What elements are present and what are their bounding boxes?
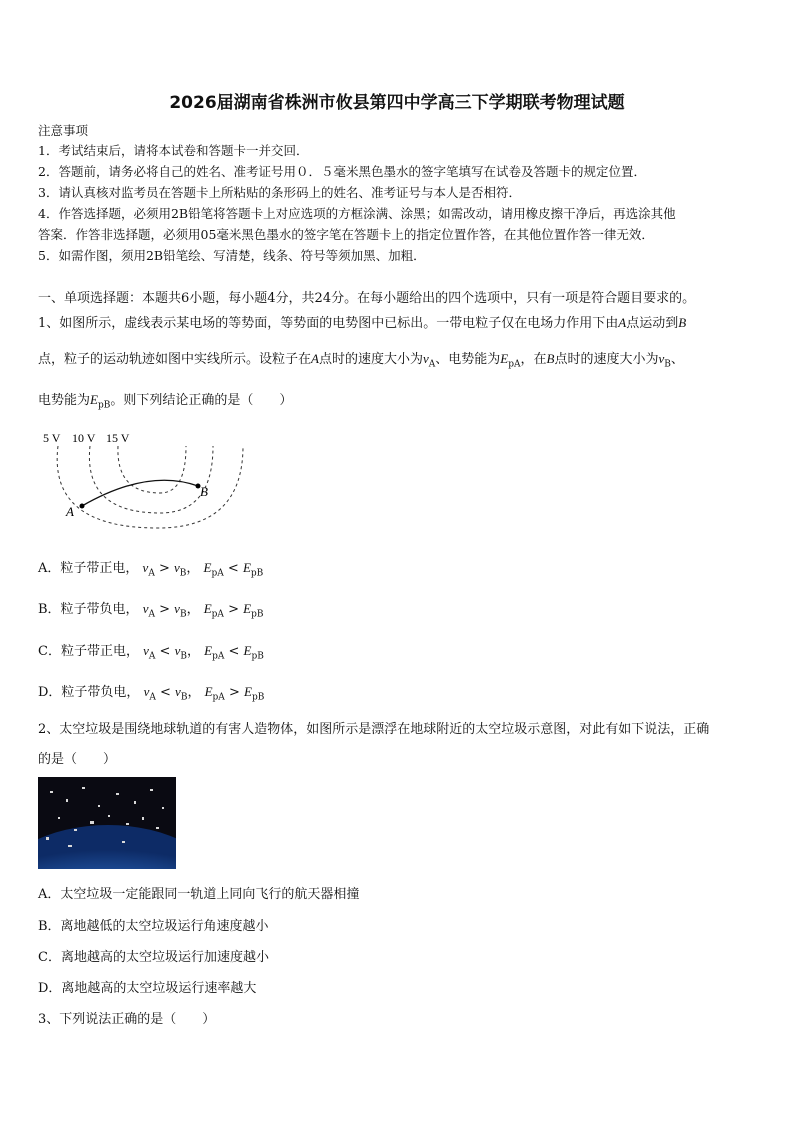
equipotential-line	[57, 446, 243, 528]
notice-item: 3．请认真核对监考员在答题卡上所粘贴的条形码上的姓名、准考证号与本人是否相符．	[38, 185, 521, 200]
page-title: 2026届湖南省株洲市攸县第四中学高三下学期联考物理试题	[169, 93, 625, 113]
q2-line2: 的是（ ）	[38, 752, 117, 767]
space-debris-image	[38, 777, 176, 869]
particle-trajectory	[82, 480, 198, 506]
notice-item: 4．作答选择题，必须用2B铅笔将答题卡上对应选项的方框涂满、涂黑；如需改动，请用橡皮擦干净后，再选涂其他	[38, 206, 676, 221]
earth-shape	[38, 825, 176, 869]
notice-item: 答案．作答非选择题，必须用05毫米黑色墨水的签字笔在答题卡上的指定位置作答，在其他位置作答一律无效．	[38, 227, 654, 242]
q2-option-a: A．太空垃圾一定能跟同一轨道上同向飞行的航天器相撞	[38, 887, 360, 902]
q2-option-d: D．离地越高的太空垃圾运行速率越大	[38, 981, 257, 996]
section-heading: 一、单项选择题：本题共6小题，每小题4分，共24分。在每小题给出的四个选项中，只有一项是符合题目要求的。	[38, 291, 696, 306]
potential-label: 15 V	[106, 431, 130, 445]
equipotential-line	[89, 446, 213, 513]
q1-option-b: B．粒子带负电， $v_A > v_B$， $E_{pA} > E_{pB}$	[38, 601, 264, 620]
q2-option-c: C．离地越高的太空垃圾运行加速度越小	[38, 950, 269, 965]
potential-label: 5 V	[43, 431, 61, 445]
notice-heading: 注意事项	[38, 123, 89, 138]
q1-line3: 电势能为$E_{pB}$。则下列结论正确的是（ ）	[38, 392, 293, 411]
point-b-label: B	[200, 484, 208, 499]
point-a	[80, 504, 85, 509]
q1-line2: 点，粒子的运动轨迹如图中实线所示。设粒子在A点时的速度大小为$v_A$、电势能为$E_{pA}$，在B点时的速度大小为$v_B$、	[38, 351, 684, 370]
q2-line1: 2、太空垃圾是围绕地球轨道的有害人造物体，如图所示是漂浮在地球附近的太空垃圾示意图，对此有如下说法，正确	[38, 722, 710, 737]
notice-item: 1．考试结束后，请将本试卷和答题卡一并交回．	[38, 143, 309, 158]
q1-option-a: A．粒子带正电， $v_A > v_B$， $E_{pA} < E_{pB}$	[38, 560, 264, 579]
q3-line1: 3、下列说法正确的是（ ）	[38, 1012, 216, 1027]
q1-line1: 1、如图所示，虚线表示某电场的等势面，等势面的电势图中已标出。一带电粒子仅在电场力作用下由A点运动到B	[38, 315, 687, 331]
notice-item: 2．答题前，请务必将自己的姓名、准考证号用０．５毫米黑色墨水的签字笔填写在试卷及答题卡的规定位置．	[38, 164, 646, 179]
equipotential-figure	[38, 428, 258, 538]
q1-option-c: C．粒子带正电， $v_A < v_B$， $E_{pA} < E_{pB}$	[38, 643, 264, 662]
q2-option-b: B．离地越低的太空垃圾运行角速度越小	[38, 919, 269, 934]
notice-item: 5．如需作图，须用2B铅笔绘、写清楚，线条、符号等须加黑、加粗．	[38, 248, 426, 263]
potential-label: 10 V	[72, 431, 96, 445]
q1-option-d: D．粒子带负电， $v_A < v_B$， $E_{pA} > E_{pB}$	[38, 684, 265, 703]
point-a-label: A	[66, 504, 74, 519]
